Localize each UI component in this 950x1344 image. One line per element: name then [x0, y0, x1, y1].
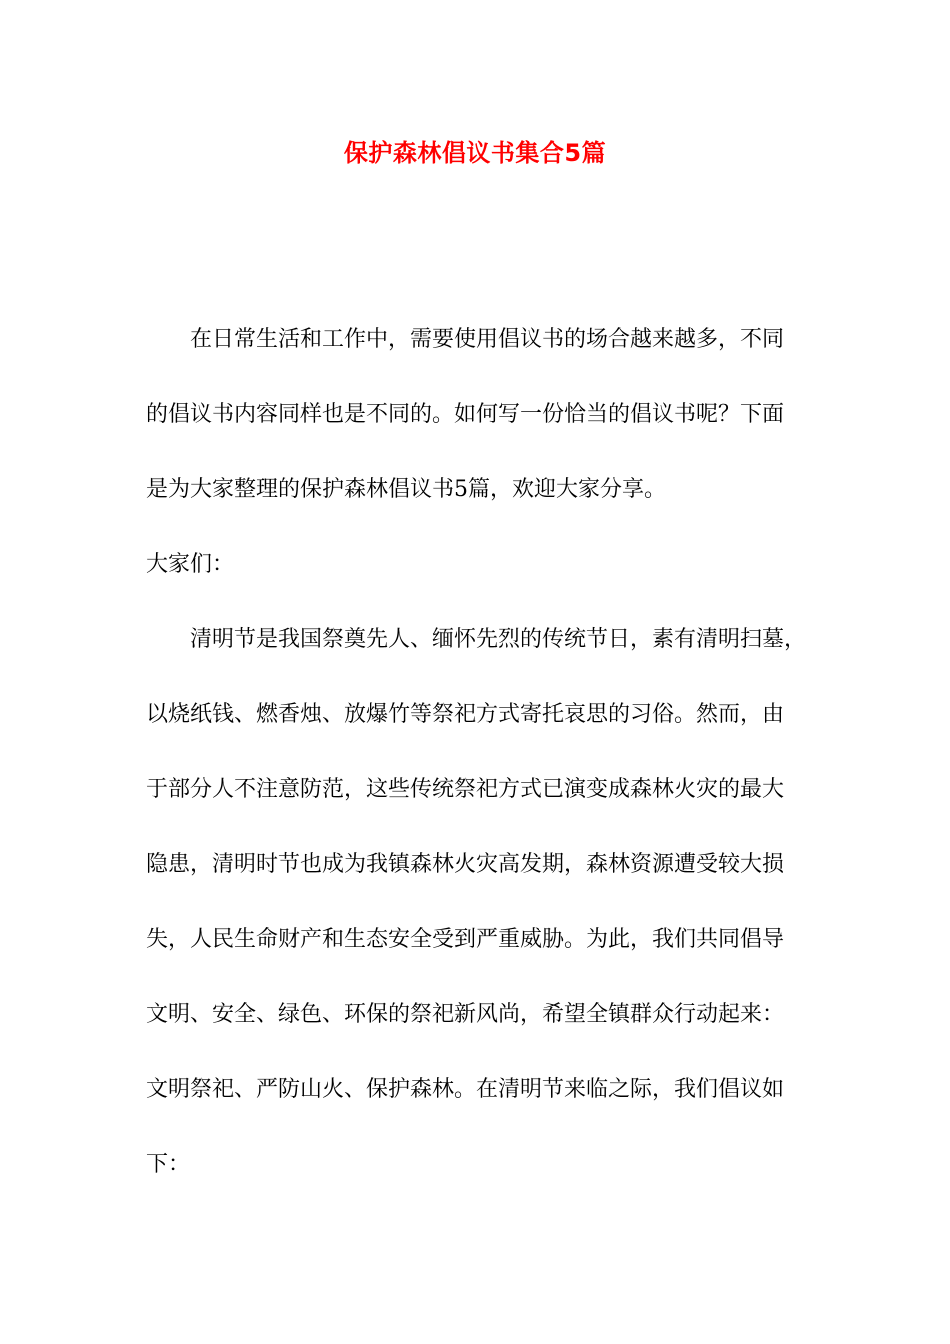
paragraph-line: 失，人民生命财产和生态安全受到严重威胁。为此，我们共同倡导	[146, 927, 785, 952]
paragraph-line: 清明节是我国祭奠先人、缅怀先烈的传统节日，素有清明扫墓，	[190, 627, 807, 652]
paragraph-line: 在日常生活和工作中，需要使用倡议书的场合越来越多，不同	[190, 327, 785, 352]
paragraph-line: 以烧纸钱、燃香烛、放爆竹等祭祀方式寄托哀思的习俗。然而，由	[146, 702, 785, 727]
paragraph-line: 隐患，清明时节也成为我镇森林火灾高发期，森林资源遭受较大损	[146, 852, 785, 877]
paragraph-line: 是为大家整理的保护森林倡议书5篇，欢迎大家分享。	[146, 477, 666, 502]
paragraph-line: 文明、安全、绿色、环保的祭祀新风尚，希望全镇群众行动起来：	[146, 1002, 785, 1027]
paragraph-line: 的倡议书内容同样也是不同的。如何写一份恰当的倡议书呢？下面	[146, 402, 785, 427]
paragraph-line: 于部分人不注意防范，这些传统祭祀方式已演变成森林火灾的最大	[146, 777, 785, 802]
salutation-line: 大家们：	[146, 552, 235, 577]
document-title: 保护森林倡议书集合5篇	[343, 139, 607, 167]
paragraph-line: 文明祭祀、严防山火、保护森林。在清明节来临之际，我们倡议如	[146, 1077, 785, 1102]
paragraph-line: 下：	[146, 1152, 191, 1177]
